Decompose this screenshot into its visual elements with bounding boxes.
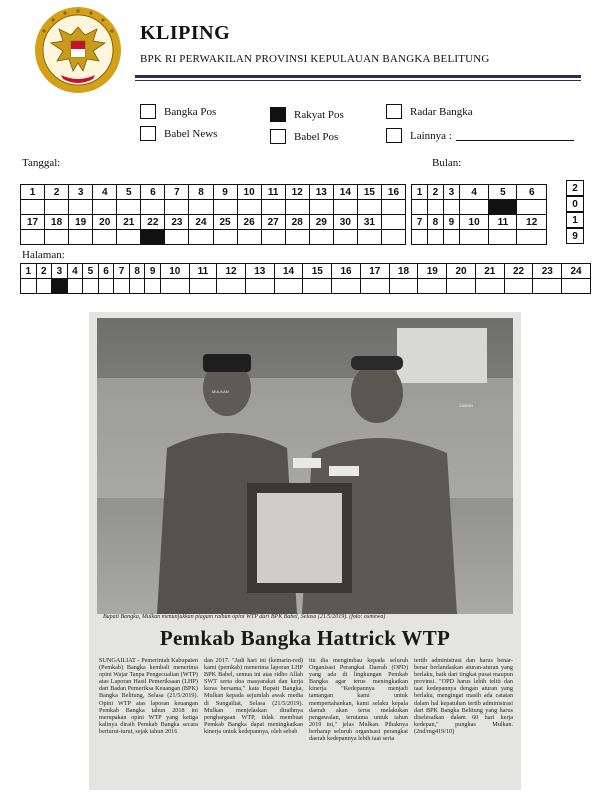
grid-number-cell: 17 [21, 215, 45, 230]
grid-number-cell: 8 [129, 264, 145, 279]
grid-mark-cell[interactable] [213, 230, 237, 245]
source-rakyat-pos[interactable] [270, 107, 344, 122]
grid-mark-cell[interactable] [332, 279, 361, 294]
grid-number-cell: 2 [45, 185, 69, 200]
source-label: Radar Bangka [410, 105, 473, 118]
grid-number-cell: 19 [69, 215, 93, 230]
grid-number-cell: 21 [475, 264, 504, 279]
grid-mark-cell[interactable] [443, 230, 459, 245]
grid-mark-cell[interactable] [517, 200, 547, 215]
grid-number-cell: 24 [562, 264, 591, 279]
grid-number-cell: 3 [52, 264, 68, 279]
source-label: Rakyat Pos [294, 108, 344, 121]
grid-mark-cell[interactable] [67, 279, 83, 294]
grid-number-cell: 22 [504, 264, 533, 279]
grid-mark-cell[interactable] [357, 200, 381, 215]
newspaper-clipping [89, 312, 521, 790]
grid-mark-cell[interactable] [381, 200, 405, 215]
grid-mark-cell[interactable] [93, 230, 117, 245]
grid-mark-cell[interactable] [333, 200, 357, 215]
grid-mark-cell[interactable] [145, 279, 161, 294]
grid-number-cell: 5 [83, 264, 99, 279]
grid-mark-cell[interactable] [83, 279, 99, 294]
grid-number-cell: 2 [427, 185, 443, 200]
grid-number-cell: 15 [357, 185, 381, 200]
checkbox-babel-news[interactable] [140, 126, 156, 141]
grid-number-cell: 23 [165, 215, 189, 230]
grid-mark-cell[interactable] [45, 200, 69, 215]
lainnya-input-line[interactable] [456, 131, 574, 141]
grid-number-cell: 5 [489, 185, 517, 200]
grid-mark-cell[interactable] [303, 279, 332, 294]
grid-mark-cell[interactable] [389, 279, 418, 294]
article-column: SUNGAILIAT - Pemerintah Kabupaten (Pemkab) Bangka kembali menerima opini Wajar Tanpa Pengecualian (WTP) atas Laporan Hasil Pemeriksaan (LHP) dari Badan Pemeriksa Keuangan (BPK) Bangka Belitung, Selasa (21/5/2019). Opini WTP atas laporan keuangan Pemkab Bangka tahun 2018 ini merupakan opini WTP yang ketiga kalinya diraih Pemkab Bangka secara berturut-turut, sejak tahun 2016 [99, 657, 198, 735]
grid-number-cell: 11 [189, 264, 216, 279]
grid-mark-cell[interactable] [165, 230, 189, 245]
grid-mark-cell[interactable] [533, 279, 562, 294]
grid-number-cell: 12 [217, 264, 246, 279]
grid-mark-cell[interactable] [165, 200, 189, 215]
grid-number-cell: 6 [517, 185, 547, 200]
grid-mark-cell-selected[interactable] [141, 230, 165, 245]
grid-mark-cell[interactable] [141, 200, 165, 215]
photo-caption: Bupati Bangka, Mulkan menunjukkan piagam raihan opini WTP dari BPK Babel, Selasa (21/5/2019). (foto: osmewa) [103, 614, 386, 620]
grid-number-cell: 16 [332, 264, 361, 279]
grid-mark-cell[interactable] [562, 279, 591, 294]
grid-mark-cell[interactable] [360, 279, 389, 294]
header-rule [135, 75, 581, 78]
grid-number-cell: 17 [360, 264, 389, 279]
grid-number-cell: 24 [189, 215, 213, 230]
grid-number-cell: 20 [447, 264, 476, 279]
page-title: KLIPING [140, 22, 231, 44]
grid-number-cell: 13 [309, 185, 333, 200]
grid-number-cell: 30 [333, 215, 357, 230]
grid-number-cell: 1 [21, 185, 45, 200]
grid-number-cell: 4 [459, 185, 488, 200]
grid-number-cell: 3 [443, 185, 459, 200]
source-label: Babel News [164, 127, 218, 140]
year-digit: 0 [566, 196, 584, 212]
grid-number-cell: 29 [309, 215, 333, 230]
grid-mark-cell[interactable] [475, 279, 504, 294]
source-radar-bangka[interactable] [386, 104, 473, 119]
grid-number-cell: 4 [67, 264, 83, 279]
grid-mark-cell[interactable] [45, 230, 69, 245]
source-label: Babel Pos [294, 130, 339, 143]
grid-number-cell: 8 [427, 215, 443, 230]
bpk-logo-seal [33, 5, 123, 95]
grid-mark-cell[interactable] [447, 279, 476, 294]
header-rule-thin [135, 80, 581, 81]
grid-number-cell: 12 [517, 215, 547, 230]
grid-mark-cell[interactable] [443, 200, 459, 215]
name-tag: MULKAN [212, 389, 229, 394]
grid-mark-cell[interactable] [517, 230, 547, 245]
grid-number-cell: 12 [285, 185, 309, 200]
grid-number-cell: 7 [412, 215, 428, 230]
grid-mark-cell[interactable] [237, 200, 261, 215]
grid-number-cell: 14 [333, 185, 357, 200]
grid-number-cell: 6 [98, 264, 114, 279]
grid-mark-cell[interactable] [213, 200, 237, 215]
checkbox-babel-pos[interactable] [270, 129, 286, 144]
grid-mark-cell-selected[interactable] [52, 279, 68, 294]
halaman-grid [20, 263, 591, 294]
grid-number-cell: 7 [165, 185, 189, 200]
grid-mark-cell[interactable] [93, 200, 117, 215]
grid-mark-cell[interactable] [21, 200, 45, 215]
source-lainnya[interactable] [386, 128, 574, 143]
grid-mark-cell-selected[interactable] [489, 200, 517, 215]
grid-number-cell: 3 [69, 185, 93, 200]
bulan-label: Bulan: [432, 157, 462, 169]
grid-mark-cell[interactable] [245, 279, 274, 294]
grid-number-cell: 26 [237, 215, 261, 230]
grid-mark-cell[interactable] [129, 279, 145, 294]
grid-mark-cell[interactable] [274, 279, 303, 294]
grid-mark-cell[interactable] [237, 230, 261, 245]
grid-number-cell: 15 [303, 264, 332, 279]
grid-number-cell: 13 [245, 264, 274, 279]
grid-number-cell: 9 [213, 185, 237, 200]
checkbox-radar-bangka[interactable] [386, 104, 402, 119]
checkbox-lainnya[interactable] [386, 128, 402, 143]
grid-number-cell: 10 [160, 264, 189, 279]
grid-mark-cell[interactable] [418, 279, 447, 294]
grid-mark-cell[interactable] [285, 200, 309, 215]
article-headline: Pemkab Bangka Hattrick WTP [159, 626, 451, 650]
source-label: Lainnya : [410, 129, 452, 142]
grid-number-cell: 22 [141, 215, 165, 230]
grid-number-cell: 23 [533, 264, 562, 279]
source-babel-pos[interactable] [270, 129, 338, 144]
bulan-grid [411, 184, 547, 245]
grid-mark-cell[interactable] [261, 200, 285, 215]
grid-number-cell: 10 [459, 215, 488, 230]
grid-number-cell: 1 [412, 185, 428, 200]
grid-mark-cell[interactable] [261, 230, 285, 245]
grid-mark-cell[interactable] [98, 279, 114, 294]
grid-mark-cell[interactable] [489, 230, 517, 245]
grid-number-cell: 21 [117, 215, 141, 230]
news-photo [97, 318, 513, 614]
grid-mark-cell[interactable] [117, 200, 141, 215]
grid-mark-cell[interactable] [189, 279, 216, 294]
grid-mark-cell[interactable] [309, 200, 333, 215]
grid-mark-cell[interactable] [114, 279, 130, 294]
grid-mark-cell[interactable] [217, 279, 246, 294]
grid-number-cell: 6 [141, 185, 165, 200]
grid-mark-cell[interactable] [285, 230, 309, 245]
grid-number-cell: 5 [117, 185, 141, 200]
grid-mark-cell[interactable] [357, 230, 381, 245]
grid-number-cell: 1 [21, 264, 37, 279]
grid-number-cell: 11 [261, 185, 285, 200]
checkbox-bangka-pos[interactable] [140, 104, 156, 119]
article-body [99, 657, 513, 787]
grid-number-cell: 16 [381, 185, 405, 200]
grid-number-cell: 18 [45, 215, 69, 230]
grid-mark-cell[interactable] [309, 230, 333, 245]
grid-mark-cell[interactable] [189, 200, 213, 215]
grid-mark-cell[interactable] [69, 230, 93, 245]
grid-mark-cell[interactable] [333, 230, 357, 245]
grid-mark-cell[interactable] [427, 230, 443, 245]
grid-mark-cell[interactable] [36, 279, 52, 294]
source-bangka-pos[interactable] [140, 104, 216, 119]
year-digit: 9 [566, 228, 584, 244]
grid-mark-cell[interactable] [412, 200, 428, 215]
grid-mark-cell[interactable] [21, 279, 37, 294]
checkbox-rakyat-pos-checked[interactable] [270, 107, 286, 122]
article-column: dan 2017. "Jadi hari ini (kemarin-red) kami (pemkab) menerima laporan LHP BPK Babel, semua ini atas ridho Allah SWT serta doa masyarakat dan kerja keras bersama," kata Bupati Bangka, Mulkan kepada sejumlah awak media di Sungailiat, Selasa (21/5/2019). Mulkan menjelaskan diraihnya penghargaan WTP, tidak membuat Pemkab Bangka dapat meningkatkan kinerja untuk kedepannya, oleh sebab [204, 657, 303, 735]
grid-mark-cell[interactable] [69, 200, 93, 215]
grid-mark-cell[interactable] [160, 279, 189, 294]
grid-mark-cell[interactable] [504, 279, 533, 294]
grid-mark-cell[interactable] [412, 230, 428, 245]
grid-number-cell: 2 [36, 264, 52, 279]
grid-number-cell: 18 [389, 264, 418, 279]
grid-number-cell: 14 [274, 264, 303, 279]
grid-empty-cell [381, 215, 405, 230]
grid-number-cell: 7 [114, 264, 130, 279]
grid-number-cell: 9 [443, 215, 459, 230]
grid-number-cell: 20 [93, 215, 117, 230]
grid-number-cell: 28 [285, 215, 309, 230]
article-column: tertib administrasi dan harus benar-benar berlandaskan aturan-aturan yang berlaku, baik dari tingkat pusat maupun provinsi. "OPD harus lebih teliti dan taat kedepannya dengan aturan yang berlaku, mengingat masih ada catatan dalam hal kepatuhan tertib administrasi dari BPK Bangka Belitung yang harus diselesaikan dalam 60 hari kerja kedepan," pungkas Mulkan. (2nd/mg419/10) [414, 657, 513, 735]
year-digit: 2 [566, 180, 584, 196]
grid-mark-cell[interactable] [459, 230, 488, 245]
tanggal-grid [20, 184, 406, 245]
grid-empty-cell[interactable] [381, 230, 405, 245]
grid-mark-cell[interactable] [427, 200, 443, 215]
grid-number-cell: 19 [418, 264, 447, 279]
halaman-label: Halaman: [22, 249, 65, 261]
grid-mark-cell[interactable] [189, 230, 213, 245]
source-label: Bangka Pos [164, 105, 217, 118]
grid-mark-cell[interactable] [459, 200, 488, 215]
page-subtitle: BPK RI PERWAKILAN PROVINSI KEPULAUAN BANGKA BELITUNG [140, 53, 490, 65]
grid-number-cell: 31 [357, 215, 381, 230]
year-digit: 1 [566, 212, 584, 228]
grid-number-cell: 27 [261, 215, 285, 230]
article-column: itu dia mengimbau kepada seluruh Organisasi Perangkat Daerah (OPD) yang ada di lingkungan Pemkab Bangka agar terus meningkatkan kinerja. "Kedepannya menjadi tantangan kami untuk mempertahankan, kami selaku kepala daerah akan terus melakukan pengawalan, terutama untuk tahun 2019 ini," jelas Mulkan. Pihaknya berharap seluruh organisasi perangkat daerah kedepannya lebih taat serta [309, 657, 408, 743]
tanggal-label: Tanggal: [22, 157, 61, 169]
grid-number-cell: 10 [237, 185, 261, 200]
grid-mark-cell[interactable] [117, 230, 141, 245]
grid-number-cell: 4 [93, 185, 117, 200]
grid-number-cell: 8 [189, 185, 213, 200]
grid-number-cell: 11 [489, 215, 517, 230]
grid-number-cell: 9 [145, 264, 161, 279]
name-tag: ZAMAN [459, 403, 473, 408]
grid-mark-cell[interactable] [21, 230, 45, 245]
grid-number-cell: 25 [213, 215, 237, 230]
source-babel-news[interactable] [140, 126, 217, 141]
